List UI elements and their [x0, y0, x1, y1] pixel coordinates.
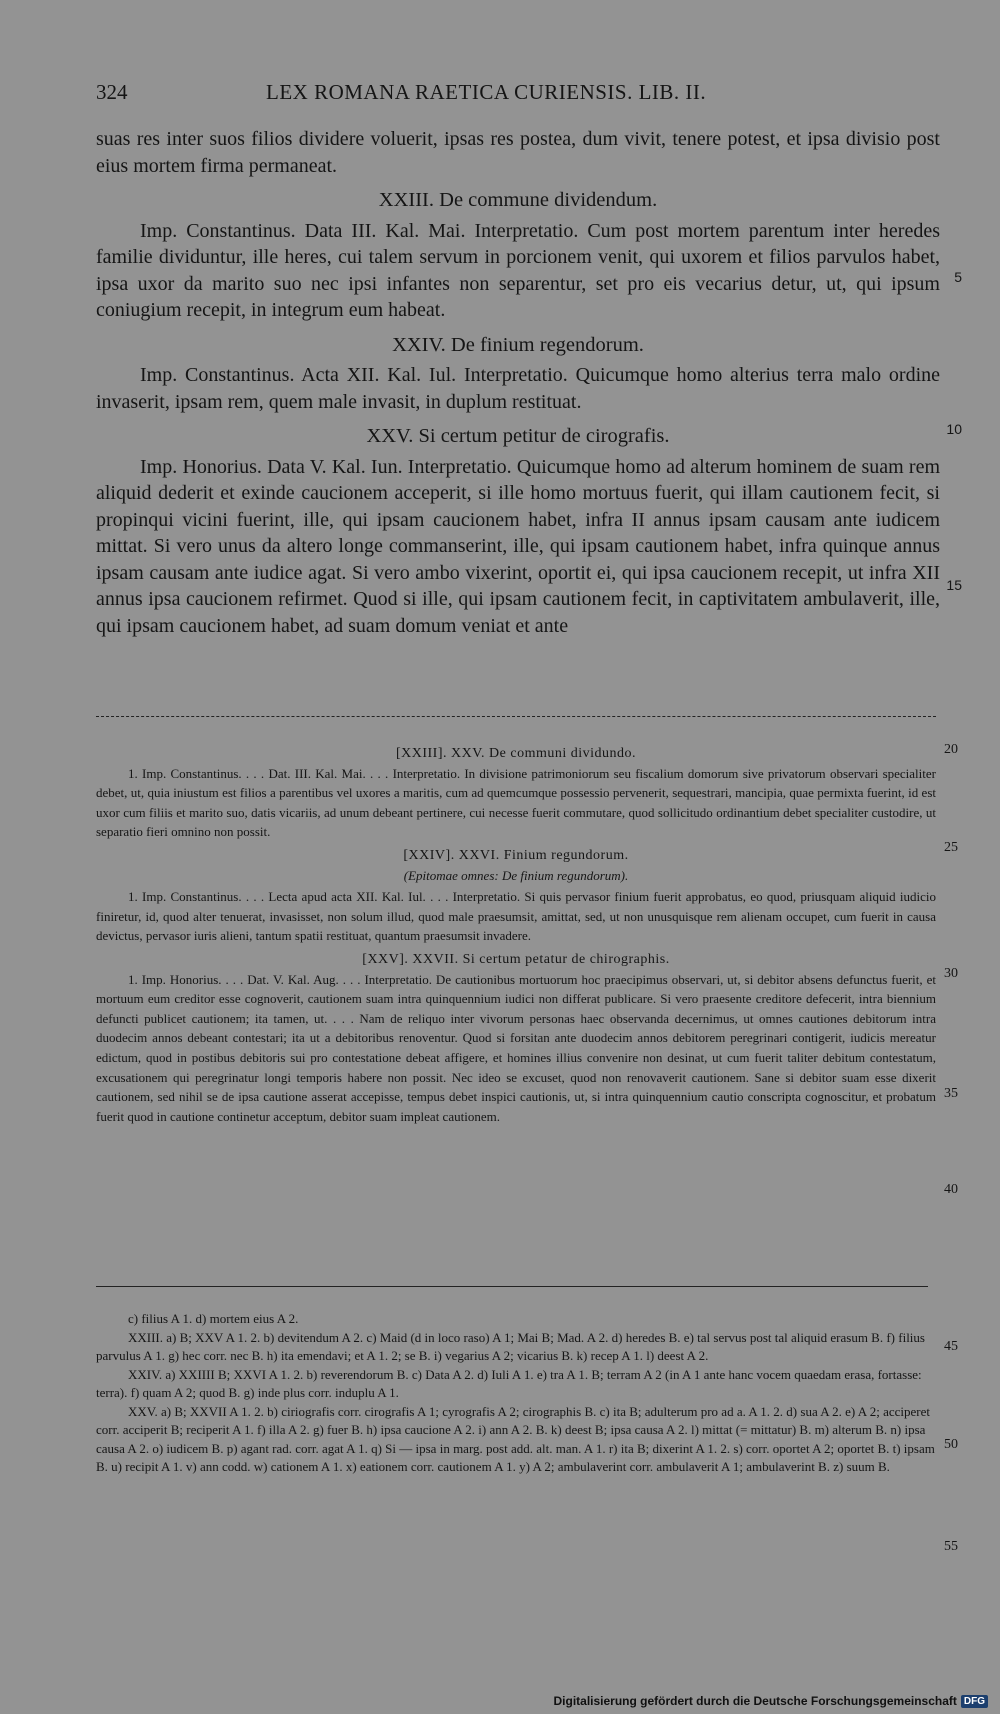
commentary-23-text: 1. Imp. Constantinus. . . . Dat. III. Kal. Mai. . . . Interpretatio. In divisione patrimoniorum seu fiscalium domorum sive privatorum observari specialiter debet, ut, quia iniustum est filios a parentibus vel uxores a maritis, cum ad quemcumque possessio pervenerit, sequestrari, mancipia, quae permixta fuerint, id est uxor cum filiis et marito suo, datis vicariis, ad unum debeant pertinere, cui necesse fuerit commutare, quod sollicitudo ordinantium debet specialiter custodire, ut separatio fieri omnino non possit. — [96, 765, 936, 840]
commentary-24-text: 1. Imp. Constantinus. . . . Lecta apud acta XII. Kal. Iul. . . . Interpretatio. Si quis pervasor finium fuerit approbatus, eo quod, priusquam aliquid iudicio finiretur, id, quod alter tenuerat, invasisset, non solum illud, quod male praesumsit, amittat, sed, ut non unusquisque rem alienam occupet, cum fuerit in causa devictus, pervasor iuris alieni, tantum spatii restituat, quantum praesumsit invadere. — [96, 889, 936, 944]
commentary-24-heading: [XXIV]. XXVI. Finium regundorum. — [403, 847, 629, 863]
running-title: LEX ROMANA RAETICA CURIENSIS. LIB. II. — [266, 80, 707, 104]
apparatus-entry: XXIV. a) XXIIII B; XXVI A 1. 2. b) reverendorum B. c) Data A 2. d) Iuli A 1. e) tra A 1. B; terram A 2 (in A 1 ante hanc vocem quaedam erasa, fortasse: terra). f) quam A 2; quod B. g) inde plus corr. induplu A 1. — [96, 1366, 922, 1400]
line-number: 10 — [946, 421, 962, 437]
line-number: 45 — [944, 1339, 958, 1354]
intro-paragraph: suas res inter suos filios dividere voluerit, ipsas res postea, dum vivit, tenere potest, et ipsa divisio post eius mortem firma permaneat. — [96, 128, 940, 177]
digitization-credit — [553, 1694, 988, 1708]
line-number: 5 — [954, 269, 962, 285]
divider — [96, 1286, 928, 1287]
page-number: 324 — [96, 80, 128, 104]
divider — [96, 716, 936, 717]
line-number: 40 — [944, 1182, 958, 1197]
apparatus-entry: XXIII. a) B; XXV A 1. 2. b) devitendum A 2. c) Maid (d in loco raso) A 1; Mai B; Mad. A 2. d) heredes B. e) tal servus post tal aliquid erasum B. f) filius parvulus A 1. g) hec corr. nec B. h) ita emendavi; et A 1. 2; se B. i) vegarius A 2; vicarius B. k) recep A 1. l) deest A 2. — [96, 1329, 925, 1363]
section-24-heading: XXIV. De finium regendorum. — [392, 333, 644, 356]
line-number: 35 — [944, 1086, 958, 1101]
section-25-text: Imp. Honorius. Data V. Kal. Iun. Interpretatio. Quicumque homo ad alterum hominem de suam rem aliquid dederit et exinde caucionem acceperit, si ille homo mortuus fuerit, qui illam cautionem fecit, si propinqui vicini fuerint, ille, qui ipsam caucionem habet, infra II annus ipsam causam ante iudicem mittat. Si vero unus da altero longe commanserint, ille, qui ipsam cautionem habet, infra quinque annus ipsam causam ante iudice agat. Si vero ambo vixerint, oportit ei, qui ipsa caucionem recepit, ut infra XII annus ipsa caucionem refirmet. Quod si ille, qui ipsam cautionem fecit, in captivitatem ambulaverit, ille, qui ipsam caucionem habet, ad suam domum veniat et ante — [96, 455, 940, 637]
commentary-25-heading: [XXV]. XXVII. Si certum petatur de chirographis. — [362, 951, 670, 967]
line-number: 15 — [946, 577, 962, 593]
line-number: 20 — [944, 742, 958, 757]
line-number: 25 — [944, 840, 958, 855]
apparatus-entry: c) filius A 1. d) mortem eius A 2. — [128, 1311, 299, 1326]
line-number: 30 — [944, 966, 958, 981]
credit-text: Digitalisierung gefördert durch die Deutsche Forschungsgemeinschaft — [553, 1694, 957, 1708]
line-number: 50 — [944, 1437, 958, 1452]
page-header — [96, 80, 956, 114]
critical-apparatus — [96, 1310, 958, 1554]
section-23-text: Imp. Constantinus. Data III. Kal. Mai. Interpretatio. Cum post mortem parentum inter heredes familie dividuntur, ille heres, cui talem servum in porcionem venit, qui uxorem et filios parvulos habet, ipsa uxor da marito suo nec ipsi infantes non separentur, set pro eis vecarius detur, ut, qui ipsum coniugium recepit, in integrum eum habeat. — [96, 219, 940, 321]
section-25-heading: XXV. Si certum petitur de cirografis. — [366, 425, 670, 447]
commentary — [96, 740, 958, 1197]
commentary-23-heading: [XXIII]. XXV. De communi dividundo. — [395, 746, 637, 761]
main-text — [96, 126, 962, 639]
commentary-25-text: 1. Imp. Honorius. . . . Dat. V. Kal. Aug. . . . Interpretatio. De cautionibus mortuorum hoc praecipimus observari, ut, si debitor absens defunctus fuerit, et mortuum eum creditor esse cognoverit, cautionem suam intra quinquennium iudici non differat publicare. Si vero praesente creditore defecerit, intra biennium defuncti publicet cautionem; ita tamen, ut. . . . Nam de reliquo inter vivorum personas haec observanda decernimus, ut omnes cautiones debitorum intra duodecim annos debeant contestari; ita ut a debitoribus renoventur. Quod si forsitan ante duodecim annos debitorem peregrinari contigerit, iudicis mereatur edictum, quod in postibus debitoris sui pro contestatione debeat affigere, et homines illius convenire non desinat, ut cum fuerit taliter debitum contestatum, excusationem qui peregrinatur longi temporis habere non possit. Nec ideo se excuset, quod non renovaverit cautionem. Sane si debitor suam esse dixerit cautionem, sed nihil se de ipsa cautione asserat accepisse, tempus debet inspici cautionis, ut, si intra quinquennium cautio conscripta cognoscitur, et probatum fuerit quod in cautione continetur acceptum, debitor suam impleat cautionem. — [96, 971, 936, 1124]
section-23-heading: XXIII. De commune dividendum. — [378, 189, 658, 211]
dfg-logo: DFG — [961, 1695, 988, 1708]
line-number: 55 — [944, 1539, 958, 1554]
commentary-24-subheading: (Epitomae omnes: De finium regundorum). — [403, 867, 629, 883]
section-24-text: Imp. Constantinus. Acta XII. Kal. Iul. Interpretatio. Quicumque homo alterius terra malo ordine invaserit, ipsam rem, quem male invasit, in duplum restituat. — [96, 364, 940, 413]
apparatus-entry: XXV. a) B; XXVII A 1. 2. b) ciriografis corr. cirografis A 1; cyrografis A 2; cirographis B. c) ita B; adulterum pro ad a. A 1. 2. d) sua A 2. e) A 2; acciperet corr. acciperit B; reciperit A 1. f) illa A 2. g) fuer B. h) ipsa caucione A 2. i) ann A 2. B. k) deest B; ipsa causa A 2. l) mittat (= mittatur) B. m) alterum B. n) ipsa causa A 2. o) iudicem B. p) agant rad. corr. agat A 1. q) Si — ipsa in marg. post add. alt. man. A 1. r) ita B; dixerint A 1. 2. s) corr. oportet A 2; oportet B. t) ipsam B. u) recipit A 1. v) ann codd. w) cationem A 1. x) eationem corr. cautionem A 1. y) A 2; ambulaverint corr. ambulaverit A 1; ambulaverint B. z) suum B. — [96, 1403, 935, 1474]
